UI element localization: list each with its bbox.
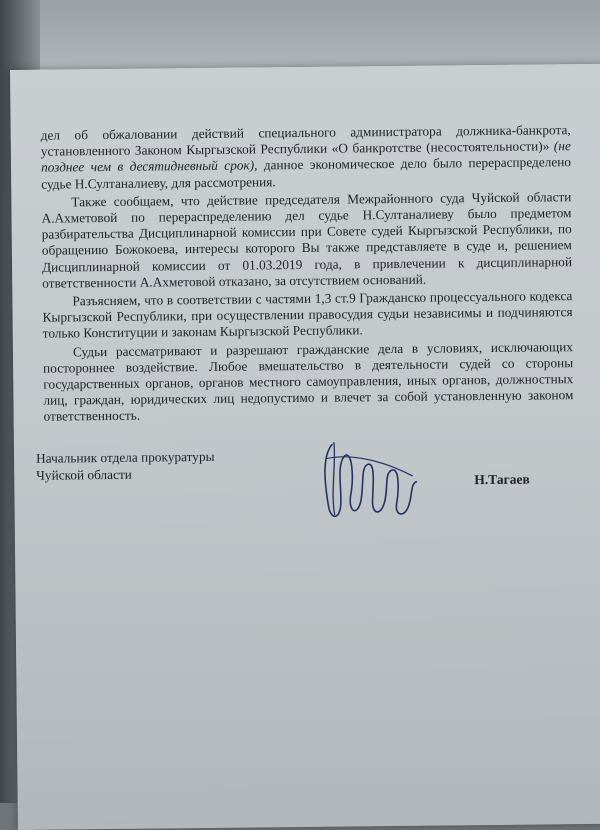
- letter-body: [41, 122, 574, 427]
- paragraph-1: [41, 122, 572, 192]
- paragraph-1-italic-note: (не позднее чем в десятидневный срок),: [40, 138, 571, 176]
- paragraph-2: Также сообщаем, что действие председателя Межрайонного суда Чуйской области А.Ахметовой по перераспределению дел судье Н.Султаналиеву было предметом разбирательства Дисциплинарной комиссии при Совете судей Кыргызской Республики, по обращению Божокоева, интересы которого Вы также представляете в суде и, решением Дисциплинарной комиссии от 01.03.2019 года, в привлечении к дисциплинарной ответственности А.Ахметовой отказано, за отсутствием оснований.: [41, 188, 573, 291]
- paragraph-3: Разъясняем, что в соответствии с частями 1,3 ст.9 Гражданско процессуального кодекса Кыргызской Республики, при осуществлении правосудия судьи независимы и подчиняются только Конституции и законам Кыргызской Республики.: [42, 288, 573, 342]
- signatory-name: Н.Тагаев: [474, 471, 530, 488]
- paragraph-1-start: дел об обжаловании действий специального администратора должника-банкрота, установленного Законом Кыргызской Республики «О банкротстве (несостоятельности)»: [40, 122, 571, 159]
- handwritten-signature: [314, 436, 425, 527]
- signatory-title: [36, 448, 215, 484]
- letter-page: [10, 64, 600, 830]
- signatory-title-line2: Чуйской области: [36, 466, 132, 483]
- paragraph-4: Судьи рассматривают и разрешают гражданские дела в условиях, исключающих постороннее воздействие. Любое вмешательство в деятельности судей со стороны государственных органов, органов местного самоуправления, иных органов, должностных лиц, граждан, юридических лиц недопустимо и влечет за собой установленную законом ответственность.: [43, 338, 574, 425]
- signatory-title-line1: Начальник отдела прокуратуры: [35, 448, 215, 466]
- paragraph-1-end: данное экономическое дело было перераспределено судье Н.Султаналиеву, для рассмотрения.: [41, 154, 572, 192]
